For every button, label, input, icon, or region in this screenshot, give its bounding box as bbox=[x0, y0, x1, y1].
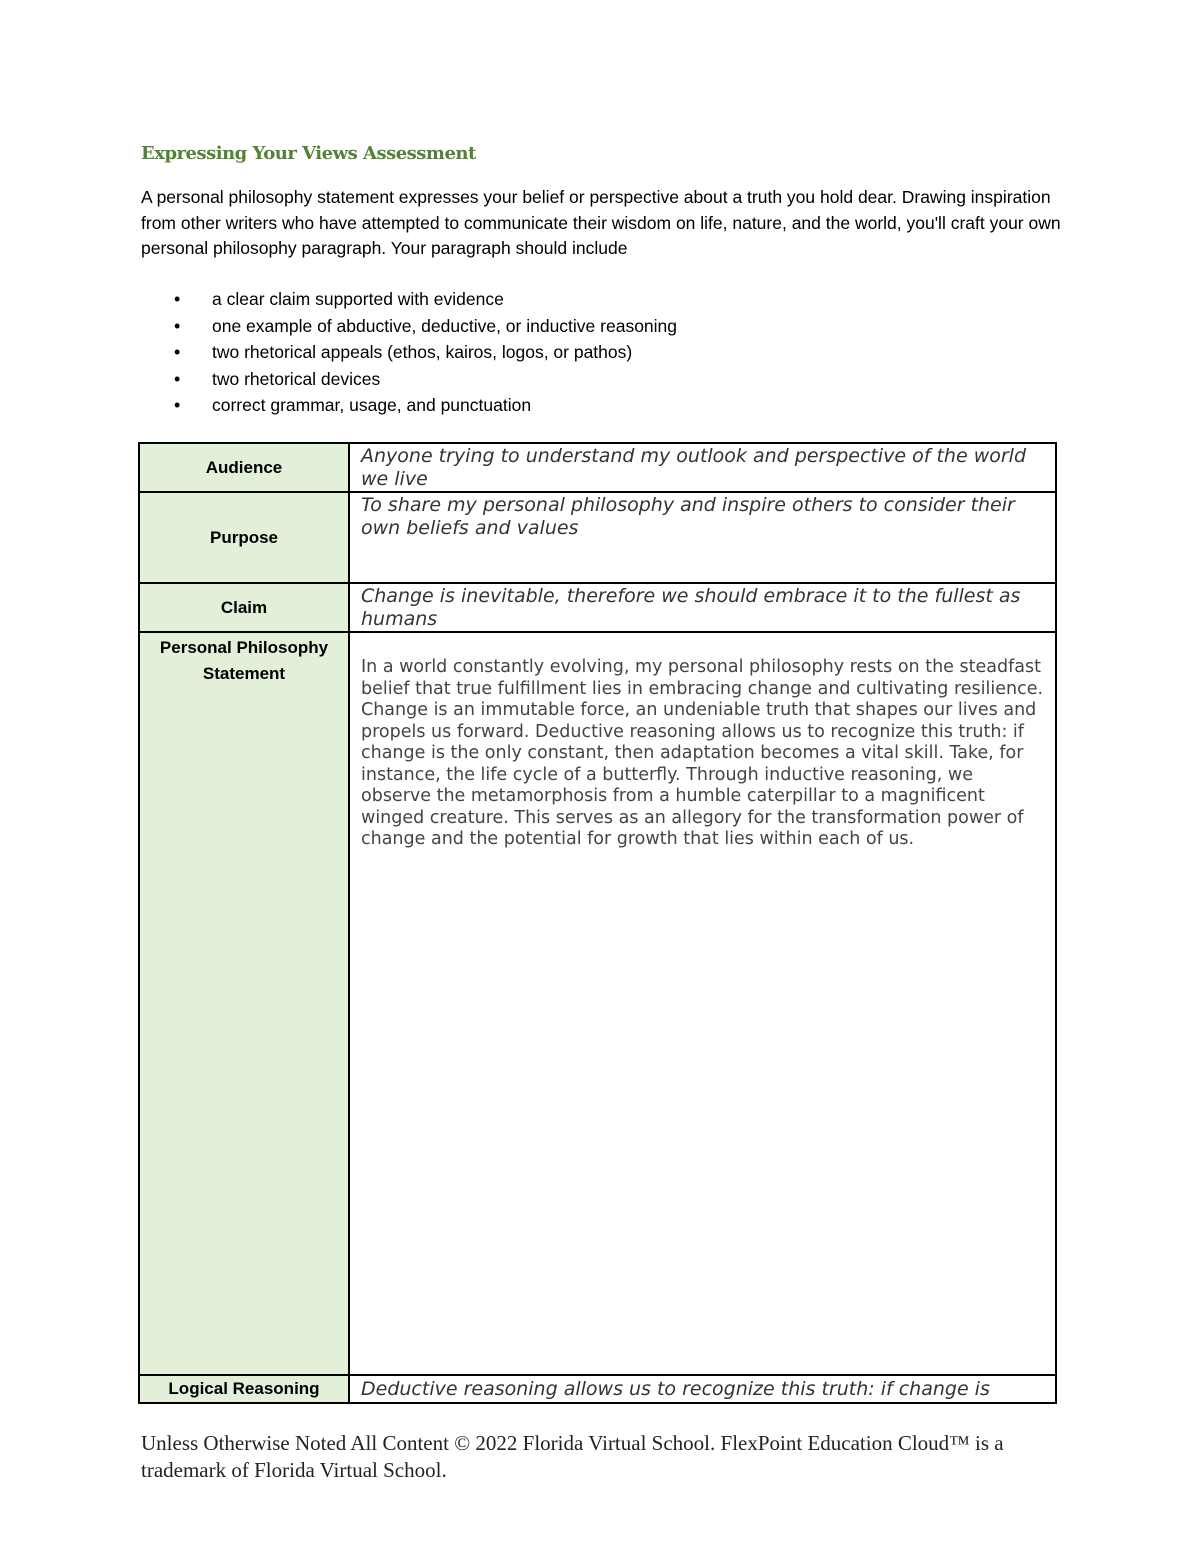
row-label: Personal Philosophy Statement bbox=[139, 632, 349, 1375]
list-item: • one example of abductive, deductive, or inductive reasoning bbox=[141, 313, 677, 340]
list-item: • two rhetorical devices bbox=[141, 366, 677, 393]
requirements-list bbox=[141, 286, 677, 419]
row-label: Claim bbox=[139, 583, 349, 632]
table-row bbox=[139, 1375, 1056, 1403]
table-row bbox=[139, 443, 1056, 492]
table-row bbox=[139, 632, 1056, 1375]
intro-paragraph: A personal philosophy statement expresses your belief or perspective about a truth you hold dear. Drawing inspiration from other writers who have attempted to communicate their wisdom on life, nature, and the world, you'll craft your own personal philosophy paragraph. Your paragraph should include bbox=[141, 187, 1061, 258]
list-item: • two rhetorical appeals (ethos, kairos, logos, or pathos) bbox=[141, 339, 677, 366]
table-row bbox=[139, 492, 1056, 583]
page-title: Expressing Your Views Assessment bbox=[141, 143, 476, 164]
table-row bbox=[139, 583, 1056, 632]
logical-reasoning-value[interactable]: Deductive reasoning allows us to recognize this truth: if change is bbox=[349, 1375, 1056, 1403]
audience-value[interactable]: Anyone trying to understand my outlook and perspective of the world we live bbox=[349, 443, 1056, 492]
statement-value[interactable]: In a world constantly evolving, my personal philosophy rests on the steadfast belief that true fulfillment lies in embracing change and cultivating resilience. Change is an immutable force, an undeniable truth that shapes our lives and propels us forward. Deductive reasoning allows us to recognize this truth: if change is the only constant, then adaptation becomes a vital skill. Take, for instance, the life cycle of a butterfly. Through inductive reasoning, we observe the metamorphosis from a humble caterpillar to a magnificent winged creature. This serves as an allegory for the transformation power of change and the potential for growth that lies within each of us. bbox=[349, 632, 1056, 1375]
row-label: Purpose bbox=[139, 492, 349, 583]
row-label: Logical Reasoning bbox=[139, 1375, 349, 1403]
copyright-footer: Unless Otherwise Noted All Content © 2022 Florida Virtual School. FlexPoint Education Cloud™ is a trademark of Florida Virtual School. bbox=[141, 1431, 1004, 1482]
row-label: Audience bbox=[139, 443, 349, 492]
planning-table bbox=[138, 442, 1057, 1404]
list-item: • a clear claim supported with evidence bbox=[141, 286, 677, 313]
purpose-value[interactable]: To share my personal philosophy and inspire others to consider their own beliefs and values bbox=[349, 492, 1056, 583]
claim-value[interactable]: Change is inevitable, therefore we should embrace it to the fullest as humans bbox=[349, 583, 1056, 632]
list-item: • correct grammar, usage, and punctuation bbox=[141, 392, 677, 419]
